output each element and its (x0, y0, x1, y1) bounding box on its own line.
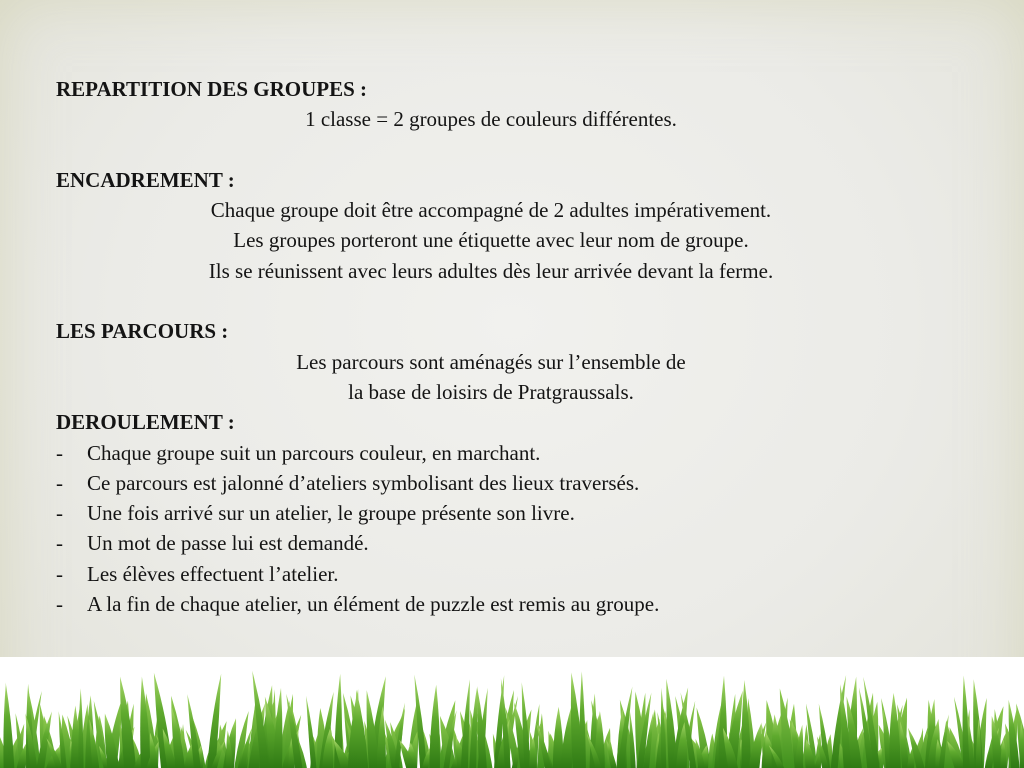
list-item-text: Une fois arrivé sur un atelier, le groupe présente son livre. (87, 501, 575, 526)
heading-parcours: LES PARCOURS : (56, 319, 229, 344)
encadrement-line-1: Chaque groupe doit être accompagné de 2 adultes impérativement. (210, 198, 772, 223)
grass-border-icon (0, 656, 1024, 768)
grass-blade (630, 711, 636, 768)
encadrement-line-2: Les groupes porteront une étiquette avec leur nom de groupe. (233, 228, 749, 253)
bullet-dash: - (56, 531, 63, 556)
heading-encadrement: ENCADREMENT : (56, 167, 235, 192)
list-item (56, 498, 956, 528)
list-item-text: Chaque groupe suit un parcours couleur, en marchant. (87, 440, 541, 465)
grass-blade (78, 688, 83, 768)
parcours-line-1: Les parcours sont aménagés sur l’ensemble de (296, 349, 686, 374)
grass-blade (579, 671, 586, 768)
list-item (56, 589, 956, 619)
encadrement-line-3: Ils se réunissent avec leurs adultes dès leur arrivée devant la ferme. (208, 258, 774, 283)
list-item-text: Ce parcours est jalonné d’ateliers symbolisant des lieux traversés. (87, 470, 640, 495)
grass-blade (429, 685, 440, 768)
repartition-line-1: 1 classe = 2 groupes de couleurs différentes. (305, 107, 677, 132)
heading-repartition: REPARTITION DES GROUPES : (56, 77, 368, 101)
parcours-line-2: la base de loisirs de Pratgraussals. (348, 379, 634, 404)
spacer (56, 135, 956, 165)
bullet-dash: - (56, 501, 63, 526)
list-item (56, 559, 956, 589)
bullet-dash: - (56, 440, 63, 465)
grass-blade (306, 696, 316, 768)
document-body (56, 74, 956, 619)
list-item (56, 528, 956, 558)
bullet-dash: - (56, 592, 63, 617)
list-item-text: Un mot de passe lui est demandé. (87, 531, 369, 556)
grass-blade (469, 688, 477, 768)
bullet-dash: - (56, 561, 63, 586)
list-item-text: Les élèves effectuent l’atelier. (87, 561, 339, 586)
list-item (56, 468, 956, 498)
list-item-text: A la fin de chaque atelier, un élément de puzzle est remis au groupe. (87, 592, 660, 617)
bullet-dash: - (56, 470, 63, 495)
heading-deroulement: DEROULEMENT : (56, 410, 235, 435)
list-item (56, 438, 956, 468)
spacer (56, 286, 956, 316)
